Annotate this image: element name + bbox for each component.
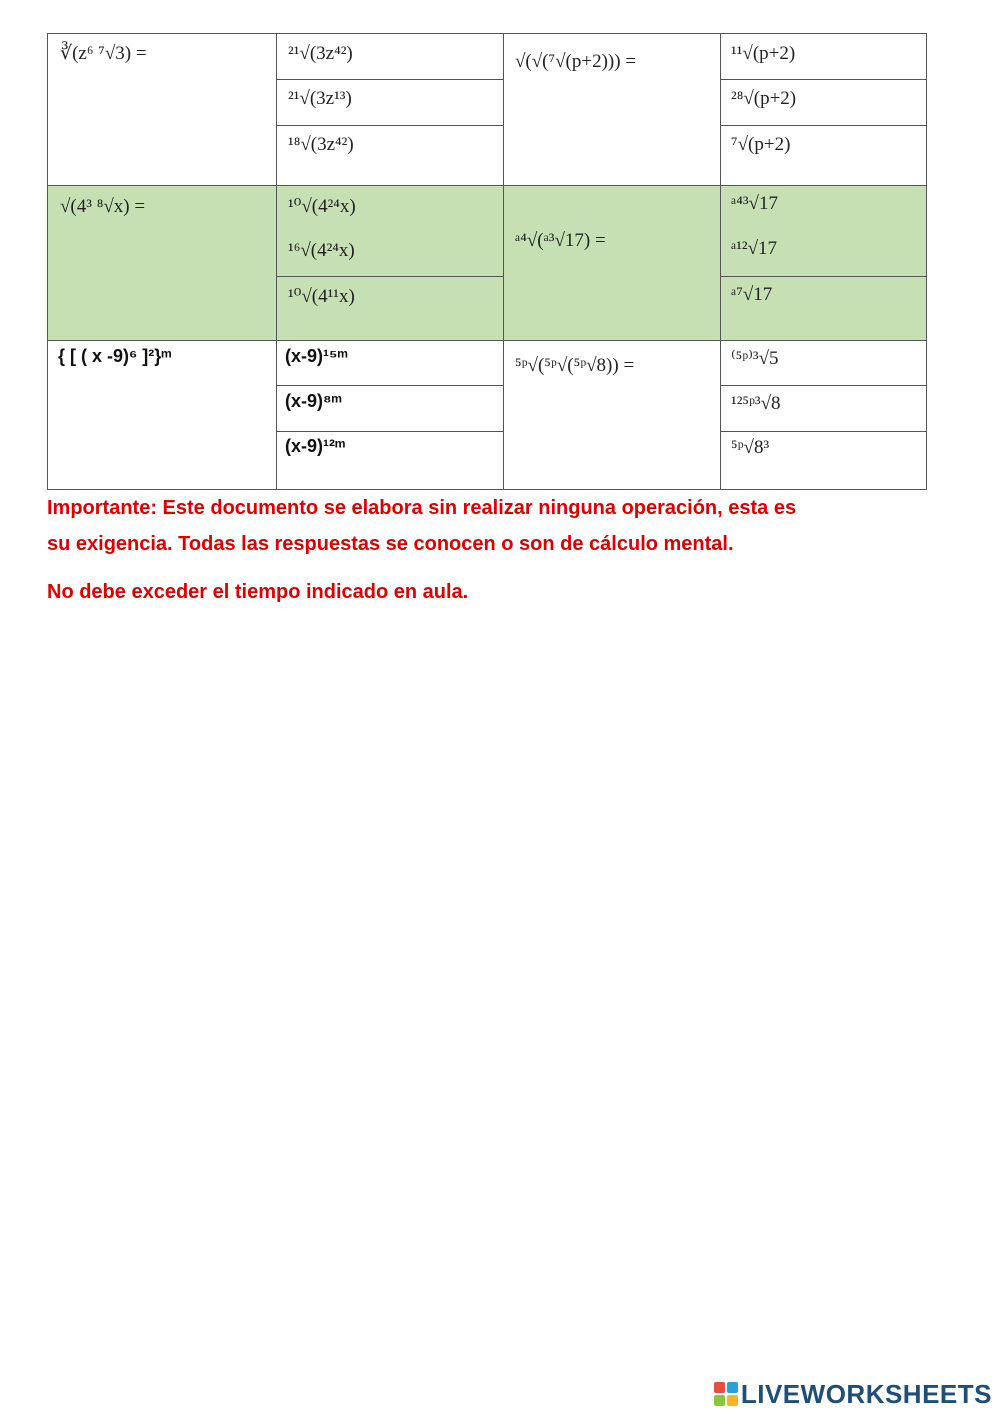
option-3a[interactable]: ¹⁰√(4²⁴x) [288, 196, 356, 217]
question-5: { [ ( x -9)⁶ ]²}ᵐ [58, 346, 172, 366]
question-3: √(4³ ⁸√x) = [60, 196, 146, 217]
liveworksheets-logo [714, 1377, 992, 1411]
exercise-table [47, 33, 927, 490]
option-3b[interactable]: ¹⁶√(4²⁴x) [288, 240, 355, 261]
option-1b[interactable]: ²¹√(3z¹³) [288, 88, 352, 109]
option-3c[interactable]: ¹⁰√(4¹¹x) [288, 286, 355, 307]
option-4b[interactable]: ᵃ¹²√17 [731, 238, 778, 259]
question-6: ⁵ᵖ√(⁵ᵖ√(⁵ᵖ√8)) = [515, 355, 635, 376]
option-1a[interactable]: ²¹√(3z⁴²) [288, 43, 353, 64]
logo-icon [714, 1382, 738, 1406]
option-4c[interactable]: ᵃ⁷√17 [731, 284, 773, 305]
highlighted-row [48, 185, 926, 340]
option-6a[interactable]: ⁽⁵ᵖ⁾³√5 [731, 348, 779, 369]
option-6c[interactable]: ⁵ᵖ√8³ [731, 437, 770, 458]
important-note-line-2: su exigencia. Todas las respuestas se conocen o son de cálculo mental. [47, 533, 734, 555]
option-2a[interactable]: ¹¹√(p+2) [731, 43, 796, 64]
option-2c[interactable]: ⁷√(p+2) [731, 134, 791, 155]
brand-name: LIVEWORKSHEETS [740, 1378, 992, 1409]
option-2b[interactable]: ²⁸√(p+2) [731, 88, 797, 109]
question-4: ᵃ⁴√(ᵃ³√17) = [515, 230, 606, 251]
important-note-line-1: Importante: Este documento se elabora sin realizar ninguna operación, esta es [47, 497, 797, 519]
option-5a[interactable]: (x-9)¹⁵ᵐ [285, 346, 348, 366]
option-5b[interactable]: (x-9)⁸ᵐ [285, 391, 342, 411]
option-4a[interactable]: ᵃ⁴³√17 [731, 193, 778, 214]
question-2: √(√(⁷√(p+2))) = [515, 51, 637, 72]
option-5c[interactable]: (x-9)¹²ᵐ [285, 436, 346, 456]
time-note: No debe exceder el tiempo indicado en aula. [47, 581, 469, 603]
question-1: ∛(z⁶ ⁷√3) = [60, 43, 147, 64]
option-1c[interactable]: ¹⁸√(3z⁴²) [288, 134, 354, 155]
option-6b[interactable]: ¹²⁵ᵖ³√8 [731, 393, 781, 414]
